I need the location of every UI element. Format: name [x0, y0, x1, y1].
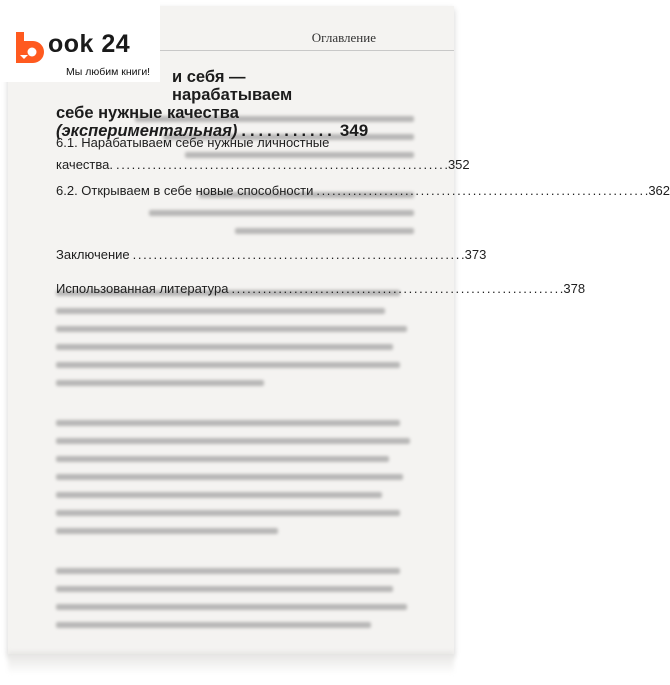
toc-entry-title: 6.1. Нарабатываем себе нужные личностные: [56, 135, 330, 150]
toc-entry-title: 6.2. Открываем в себе новые способности: [56, 183, 314, 198]
logo-tagline: Мы любим книги!: [66, 66, 151, 78]
toc-page-number: .362: [644, 183, 670, 198]
toc-entry-6-1[interactable]: [56, 132, 470, 176]
toc-page-number: .378: [559, 281, 586, 296]
book-page: [8, 6, 670, 654]
toc-leader-dots: ...............................................................: [316, 183, 645, 198]
toc-entry-references[interactable]: [56, 278, 586, 300]
toc-page-number: .352: [444, 157, 470, 172]
toc-entry-conclusion[interactable]: [56, 244, 487, 266]
book-b-icon: [14, 30, 46, 64]
toc-leader-dots: ...............................................................: [231, 281, 560, 296]
logo-wordmark: ook 24: [48, 30, 131, 58]
toc-leader-dots: ...............................................................: [132, 247, 461, 262]
chapter-title-line2: себе нужные качества: [56, 104, 239, 122]
toc-entry-6-2[interactable]: [56, 180, 670, 202]
toc-entry-title: Использованная литература: [56, 281, 229, 296]
book24-logo[interactable]: [0, 0, 160, 82]
toc-leader-dots: ...............................................................: [115, 157, 445, 172]
page-shadow: [8, 652, 454, 674]
chapter-title-line1: и себя — нарабатываем: [172, 68, 293, 104]
toc-page-number: .373: [461, 247, 487, 262]
running-head: Оглавление: [311, 30, 376, 45]
chapter-leader-dots: ...........: [241, 122, 336, 140]
toc-entry-title: Заключение: [56, 247, 130, 262]
chapter-page-number: 349: [339, 121, 369, 140]
toc-entry-title-cont: качества.: [56, 157, 113, 172]
chapter-title-line3: (экспериментальная): [56, 122, 238, 140]
